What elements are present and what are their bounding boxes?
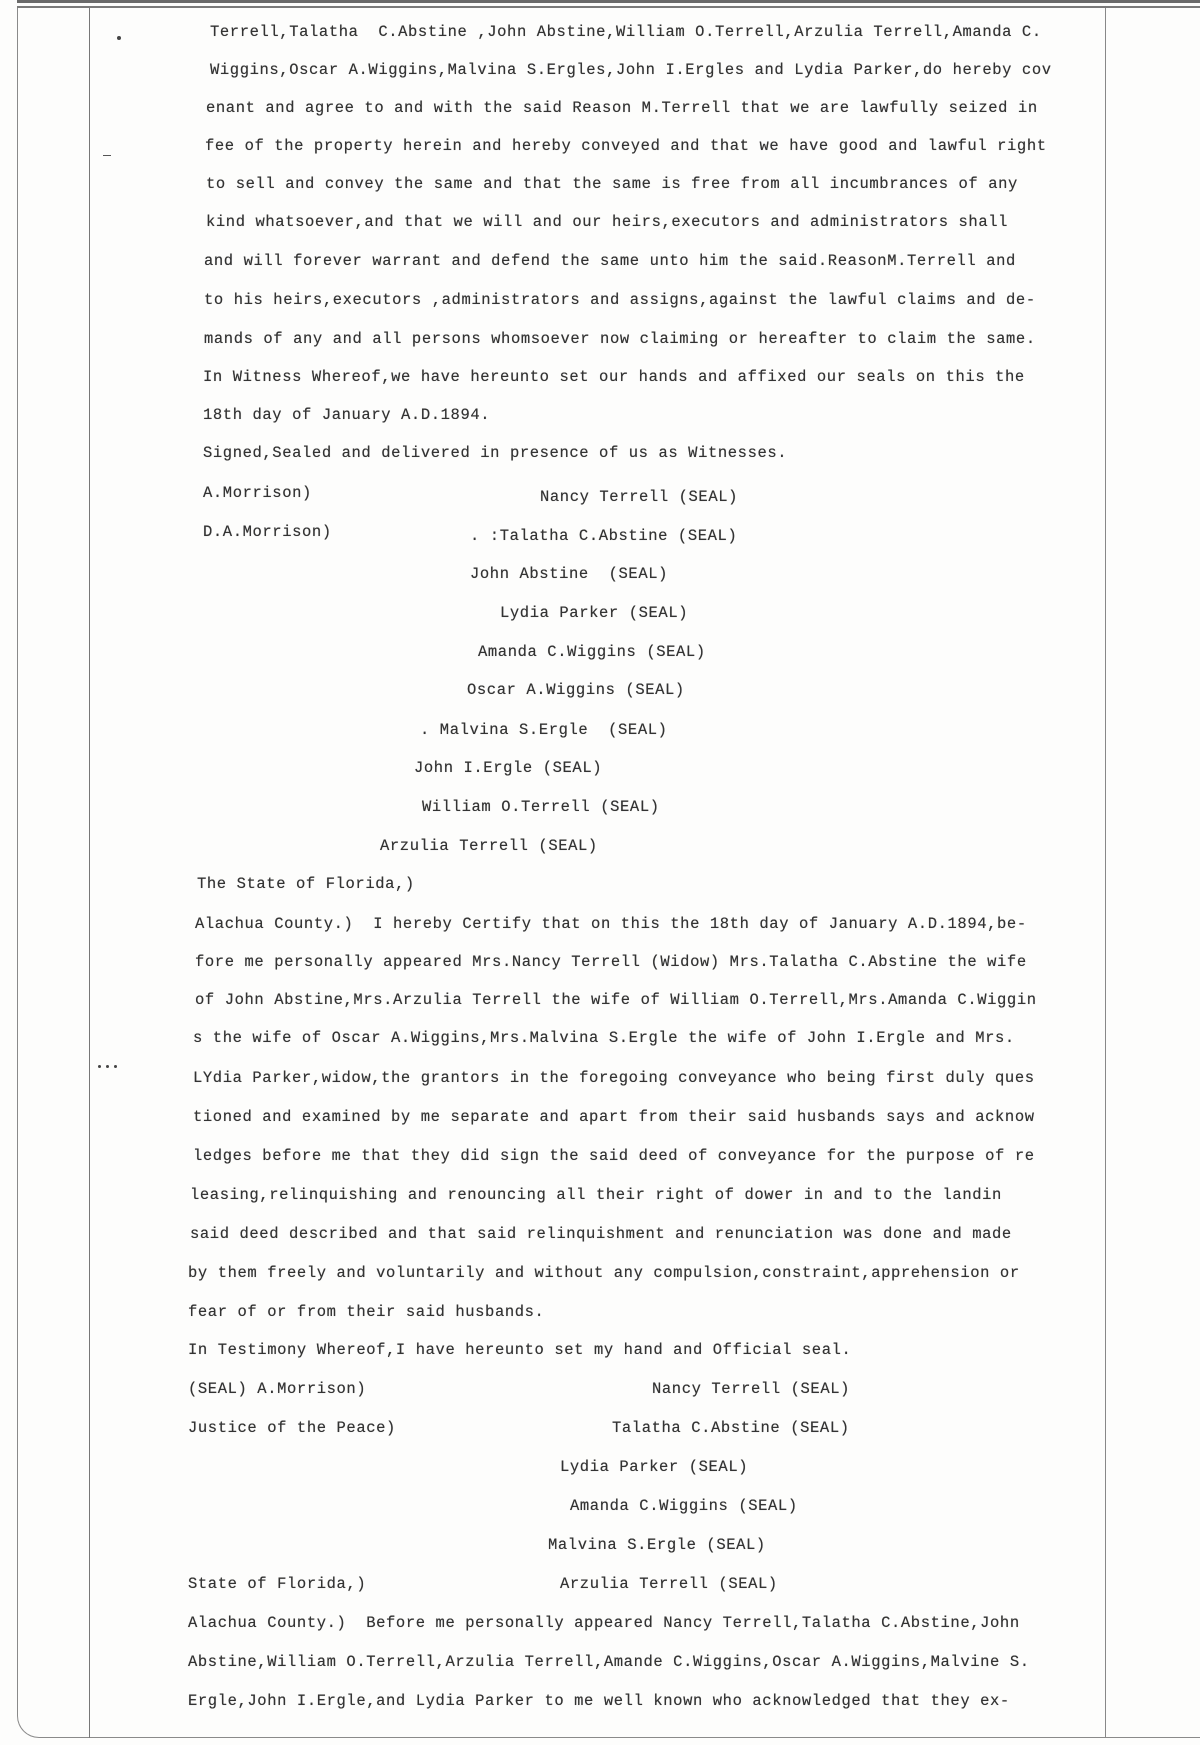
certificate-line: ledges before me that they did sign the said deed of conveyance for the purpose of re [193, 1147, 1035, 1165]
official-signature: (SEAL) A.Morrison) [188, 1380, 367, 1398]
signature-line: Nancy Terrell (SEAL) [652, 1380, 851, 1398]
signature-line: Malvina S.Ergle (SEAL) [548, 1536, 766, 1554]
signature-line: Nancy Terrell (SEAL) [540, 488, 739, 506]
acknowledgment-line: Ergle,John I.Ergle,and Lydia Parker to me well known who acknowledged that they ex- [188, 1692, 1010, 1710]
body-line: fee of the property herein and hereby conveyed and that we have good and lawful right [205, 137, 1047, 155]
right-margin-rule [1105, 8, 1106, 1738]
signature-line: Amanda C.Wiggins (SEAL) [478, 643, 706, 661]
body-line: enant and agree to and with the said Reason M.Terrell that we are lawfully seized in [206, 99, 1038, 117]
body-line: mands of any and all persons whomsoever now claiming or hereafter to claim the same. [204, 330, 1036, 348]
certificate-line: LYdia Parker,widow,the grantors in the foregoing conveyance who being first duly ques [193, 1069, 1035, 1087]
body-line: Wiggins,Oscar A.Wiggins,Malvina S.Ergles,John I.Ergles and Lydia Parker,do hereby cov [210, 61, 1052, 79]
acknowledgment-state: State of Florida,) [188, 1575, 367, 1593]
certificate-line: by them freely and voluntarily and without any compulsion,constraint,apprehension or [188, 1264, 1020, 1282]
signature-line: Arzulia Terrell (SEAL) [560, 1575, 778, 1593]
certificate-line: leasing,relinquishing and renouncing all their right of dower in and to the landin [190, 1186, 1002, 1204]
signature-line: John Abstine (SEAL) [470, 565, 669, 583]
body-line: Signed,Sealed and delivered in presence of us as Witnesses. [203, 444, 788, 462]
certificate-line: tioned and examined by me separate and apart from their said husbands says and acknow [193, 1108, 1035, 1126]
signature-line: William O.Terrell (SEAL) [422, 798, 660, 816]
margin-tick [103, 155, 111, 156]
body-line: to his heirs,executors ,administrators and assigns,against the lawful claims and de- [204, 291, 1036, 309]
certificate-state: The State of Florida,) [197, 875, 415, 893]
official-title: Justice of the Peace) [188, 1419, 396, 1437]
signature-line: Amanda C.Wiggins (SEAL) [570, 1497, 798, 1515]
body-line: to sell and convey the same and that the same is free from all incumbrances of any [206, 175, 1018, 193]
acknowledgment-line: Abstine,William O.Terrell,Arzulia Terrell,Amande C.Wiggins,Oscar A.Wiggins,Malvine S. [188, 1653, 1030, 1671]
signature-line: Oscar A.Wiggins (SEAL) [467, 681, 685, 699]
left-margin-rule [89, 8, 90, 1738]
body-line: In Witness Whereof,we have hereunto set our hands and affixed our seals on this the [203, 368, 1025, 386]
body-line: 18th day of January A.D.1894. [203, 406, 491, 424]
certificate-line: of John Abstine,Mrs.Arzulia Terrell the wife of William O.Terrell,Mrs.Amanda C.Wiggin [195, 991, 1037, 1009]
signature-line: Lydia Parker (SEAL) [500, 604, 689, 622]
certificate-line: fore me personally appeared Mrs.Nancy Terrell (Widow) Mrs.Talatha C.Abstine the wife [195, 953, 1027, 971]
certificate-line: In Testimony Whereof,I have hereunto set my hand and Official seal. [188, 1341, 852, 1359]
certificate-line: said deed described and that said relinquishment and renunciation was done and made [190, 1225, 1012, 1243]
signature-line: Talatha C.Abstine (SEAL) [612, 1419, 850, 1437]
ink-speck [98, 1065, 101, 1068]
signature-line: Lydia Parker (SEAL) [560, 1458, 749, 1476]
acknowledgment-line: Alachua County.) Before me personally appeared Nancy Terrell,Talatha C.Abstine,John [188, 1614, 1020, 1632]
body-line: and will forever warrant and defend the same unto him the said.ReasonM.Terrell and [204, 252, 1016, 270]
signature-line: Arzulia Terrell (SEAL) [380, 837, 598, 855]
signature-line: . Malvina S.Ergle (SEAL) [420, 721, 668, 739]
signature-line: John I.Ergle (SEAL) [414, 759, 603, 777]
certificate-line: s the wife of Oscar A.Wiggins,Mrs.Malvina S.Ergle the wife of John I.Ergle and Mrs. [193, 1029, 1015, 1047]
certificate-line: Alachua County.) I hereby Certify that on this the 18th day of January A.D.1894,be- [195, 915, 1027, 933]
ink-speck [114, 1065, 117, 1068]
signature-line: . :Talatha C.Abstine (SEAL) [470, 527, 738, 545]
ink-speck [117, 36, 121, 40]
witness-name: A.Morrison) [203, 484, 312, 502]
certificate-line: fear of or from their said husbands. [188, 1303, 545, 1321]
witness-name: D.A.Morrison) [203, 523, 332, 541]
body-line: Terrell,Talatha C.Abstine ,John Abstine,William O.Terrell,Arzulia Terrell,Amanda C. [210, 23, 1042, 41]
body-line: kind whatsoever,and that we will and our heirs,executors and administrators shall [206, 213, 1009, 231]
top-border-rule [17, 0, 1200, 3]
ink-speck [106, 1065, 109, 1068]
